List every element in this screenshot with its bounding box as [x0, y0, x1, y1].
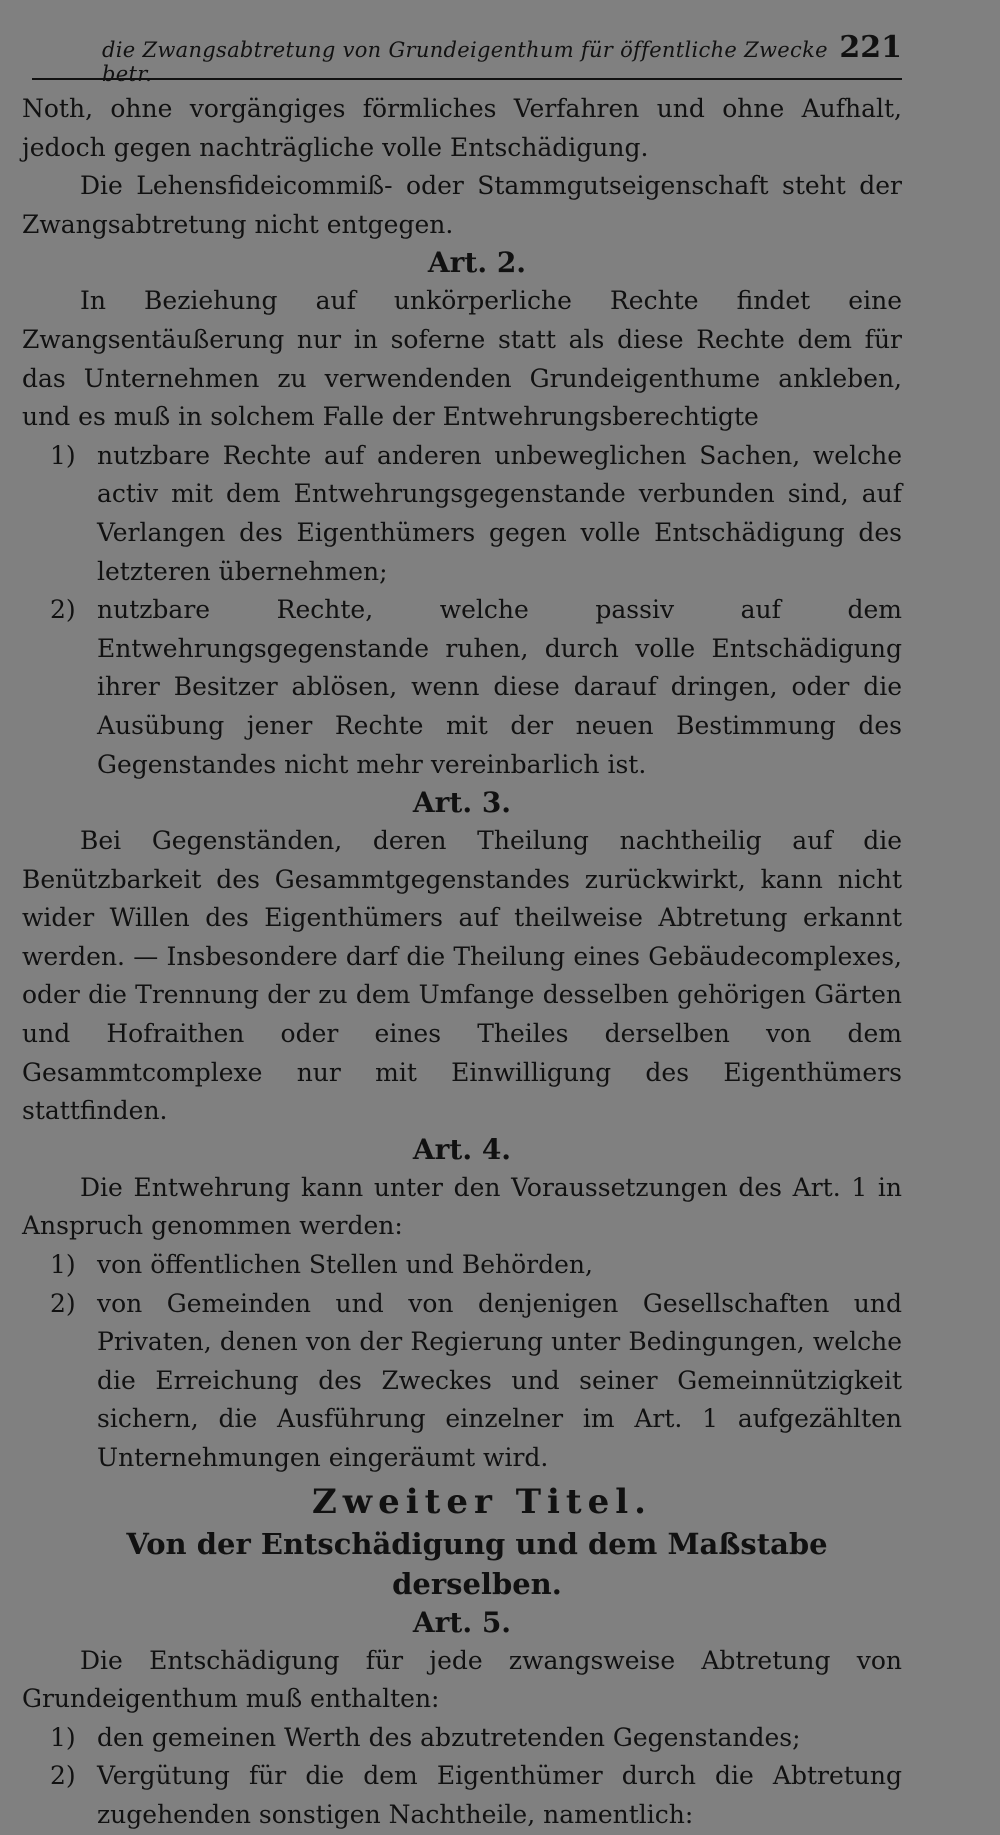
running-header	[22, 30, 902, 86]
art4-heading: Art. 4.	[412, 1132, 512, 1166]
list-item-text: den gemeinen Werth des abzutretenden Gegenstandes;	[97, 1722, 801, 1752]
art4-paragraph: Die Entwehrung kann unter den Voraussetzungen des Art. 1 in Anspruch genommen werden:	[22, 1172, 902, 1241]
list-item	[22, 1246, 902, 1285]
list-item-number: 1)	[50, 1250, 76, 1280]
section-title: Zweiter Titel.	[311, 1481, 653, 1522]
list-item-text: nutzbare Rechte auf anderen unbeweglichen Sachen, welche activ mit dem Entwehrungsgegenstande verbunden sind, auf Verlangen des Eigenthümers gegen volle Entschädigung des letzteren übernehmen;	[97, 440, 902, 586]
list-item	[22, 591, 902, 784]
list-item-text: von Gemeinden und von denjenigen Gesellschaften und Privaten, denen von der Regierung unter Bedingungen, welche die Erreichung des Zweckes und seiner Gemeinnützigkeit sichern, die Ausführung einzelner im Art. 1 aufgezählten Unternehmungen eingeräumt wird.	[97, 1288, 902, 1472]
art2-list	[22, 437, 902, 784]
list-item	[22, 437, 902, 591]
list-item-number: 2)	[50, 1288, 76, 1318]
list-item	[22, 1757, 902, 1834]
art4-list	[22, 1246, 902, 1478]
document-page	[22, 30, 902, 1835]
list-item-text: nutzbare Rechte, welche passiv auf dem Entwehrungsgegenstande ruhen, durch volle Entschädigung ihrer Besitzer ablösen, wenn diese darauf dringen, oder die Ausübung jener Rechte mit der neuen Bestimmung des Gegenstandes nicht mehr vereinbarlich ist.	[97, 595, 902, 779]
list-item-number: 1)	[50, 1722, 76, 1752]
art2-paragraph: In Beziehung auf unkörperliche Rechte findet eine Zwangsentäußerung nur in soferne statt als diese Rechte dem für das Unternehmen zu verwendenden Grundeigenthume ankleben, und es muß in solchem Falle der Entwehrungsberechtigte	[22, 286, 902, 432]
page-number: 221	[839, 30, 902, 65]
intro-paragraph-1: Noth, ohne vorgängiges förmliches Verfahren und ohne Aufhalt, jedoch gegen nachträgliche volle Entschädigung.	[22, 94, 902, 162]
art5-heading: Art. 5.	[412, 1605, 512, 1639]
art2-heading: Art. 2.	[427, 246, 527, 280]
list-item-text: Vergütung für die dem Eigenthümer durch die Abtretung zugehenden sonstigen Nachtheile, namentlich:	[97, 1761, 902, 1829]
list-item-number: 2)	[50, 1761, 76, 1791]
list-item	[22, 1285, 902, 1478]
art5-list	[22, 1719, 902, 1835]
list-item-text: von öffentlichen Stellen und Behörden,	[97, 1250, 593, 1280]
intro-paragraph-2: Die Lehensfideicommiß- oder Stammgutseigenschaft steht der Zwangsabtretung nicht entgegen.	[22, 171, 902, 239]
list-item-number: 1)	[50, 440, 76, 470]
section-subtitle: Von der Entschädigung und dem Maßstabe derselben.	[126, 1526, 828, 1601]
art5-paragraph: Die Entschädigung für jede zwangsweise Abtretung von Grundeigenthum muß enthalten:	[22, 1645, 902, 1714]
list-item	[22, 1719, 902, 1758]
running-header-title: die Zwangsabtretung von Grundeigenthum für öffentliche Zwecke betr.	[102, 38, 828, 86]
art3-paragraph: Bei Gegenständen, deren Theilung nachtheilig auf die Benützbarkeit des Gesammtgegenstandes zurückwirkt, kann nicht wider Willen des Eigenthümers auf theilweise Abtretung erkannt werden. — Insbesondere darf die Theilung eines Gebäudecomplexes, oder die Trennung der zu dem Umfange desselben gehörigen Gärten und Hofraithen oder eines Theiles derselben von dem Gesammtcomplexe nur mit Einwilligung des Eigenthümers stattfinden.	[22, 826, 902, 1126]
list-item-number: 2)	[50, 595, 76, 625]
art3-heading: Art. 3.	[412, 786, 512, 820]
